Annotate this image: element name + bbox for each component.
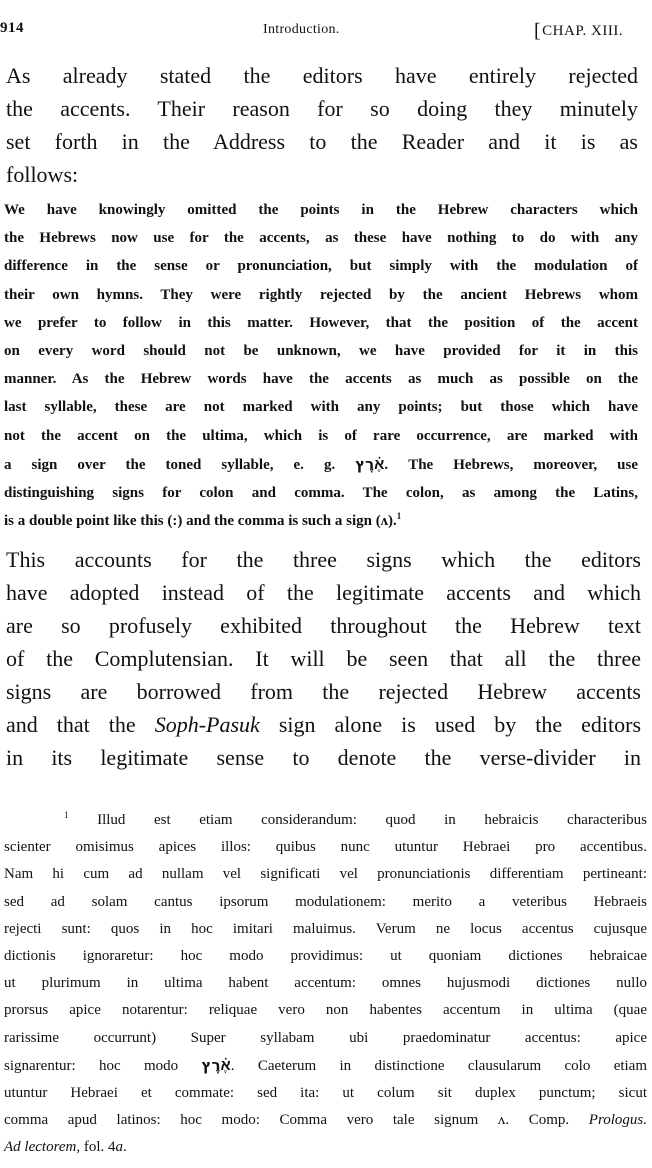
quote-line: their own hymns. They were rightly rejected by the ancient Hebrews whom	[4, 286, 638, 303]
page-header	[0, 20, 652, 44]
quote-text: is a double point like this (:) and the comma is such a sign (ᴧ).	[4, 513, 397, 530]
line-text: and that the	[6, 712, 136, 737]
footnote-text: Illud est etiam considerandum: quod in hebraicis characteribus	[97, 812, 647, 828]
block-quote-address-to-reader	[4, 196, 638, 535]
footnote-text: signarentur: hoc modo	[4, 1057, 179, 1074]
quote-text: a sign over the toned syllable, e. g.	[4, 456, 336, 473]
text-line: As already stated the editors have entirely rejected	[6, 63, 638, 88]
footnote-line: Nam hi cum ad nullam vel significati vel pronunciationis differentiam pertineant:	[4, 866, 647, 883]
text-line: set forth in the Address to the Reader and it is as	[6, 129, 638, 154]
text-line: signs are borrowed from the rejected Hebrew accents	[6, 679, 641, 704]
footnote-line	[4, 1107, 647, 1134]
paragraph-accents-rejected	[6, 59, 638, 191]
footnote-line: prorsus apice notarentur: reliquae vero non habentes accentum in ultima (quae	[4, 1002, 647, 1019]
text-line: are so profusely exhibited throughout the Hebrew text	[6, 613, 641, 638]
hebrew-example-word: אֶ֗רֶץ	[355, 454, 385, 473]
line-text: sign alone is used by the editors	[278, 712, 642, 737]
quote-line: We have knowingly omitted the points in the Hebrew characters which	[4, 202, 638, 218]
folio-letter: a	[115, 1139, 124, 1156]
quote-line: manner. As the Hebrew words have the accents as much as possible on the	[4, 371, 638, 388]
running-title: Introduction.	[263, 22, 340, 37]
footnote-line	[4, 1134, 647, 1161]
footnote-line: utuntur Hebraei et commate: sed ita: ut colum sit duplex punctum; sicut	[4, 1085, 647, 1102]
quote-line	[4, 450, 638, 479]
footnote-text: fol. 4	[83, 1139, 116, 1156]
chapter-bracket: [	[534, 20, 542, 42]
text-line: of the Complutensian. It will be seen that all the three	[6, 646, 641, 671]
text-line: This accounts for the three signs which the editors	[6, 547, 641, 572]
paragraph-three-signs	[6, 543, 641, 774]
footnote-line: dictionis ignoraretur: hoc modo providimus: ut quoniam dictiones hebraicae	[4, 948, 647, 965]
quote-line: on every word should not be unknown, we have provided for it in this	[4, 343, 638, 360]
text-line: the accents. Their reason for so doing they minutely	[6, 96, 638, 121]
footnote-line: ut plurimum in ultima habent accentum: omnes hujusmodi dictiones nullo	[4, 975, 647, 992]
quote-line: difference in the sense or pronunciation, but simply with the modulation of	[4, 258, 638, 275]
footnote	[4, 807, 647, 1162]
footnote-number: 1	[64, 810, 69, 820]
prologus-title: Prologus.	[588, 1112, 647, 1129]
footnote-line	[4, 807, 647, 834]
footnote-marker: 1	[396, 511, 402, 522]
quote-line: not the accent on the ultima, which is of rare occurrence, are marked with	[4, 427, 638, 444]
footnote-text: . Caeterum in distinctione clausularum colo etiam	[230, 1057, 648, 1074]
quote-text: . The Hebrews, moreover, use	[384, 456, 638, 473]
hebrew-example-word: אֶ֗רֶץ	[201, 1055, 231, 1074]
quote-line: last syllable, these are not marked with any points; but those which have	[4, 399, 638, 416]
quote-line: the Hebrews now use for the accents, as these have nothing to do with any	[4, 230, 638, 247]
page-number: 914	[0, 20, 24, 36]
footnote-line: rarissime occurrunt) Super syllabam ubi praedominatur accentus: apice	[4, 1029, 647, 1046]
quote-line: we prefer to follow in this matter. However, that the position of the accent	[4, 314, 638, 331]
text-line	[6, 708, 641, 741]
footnote-line: rejecti sunt: quos in hoc imitari maluimus. Verum ne locus accentus cujusque	[4, 920, 647, 937]
ad-lectorem-title: Ad lectorem,	[4, 1139, 81, 1156]
soph-pasuk-term: Soph-Pasuk	[154, 712, 260, 737]
text-line: in its legitimate sense to denote the verse-divider in	[6, 745, 641, 770]
chapter-reference	[534, 20, 623, 43]
footnote-line	[4, 1052, 647, 1080]
quote-line: distinguishing signs for colon and comma. The colon, as among the Latins,	[4, 485, 638, 502]
quote-line	[4, 507, 638, 535]
text-line: follows:	[6, 162, 79, 187]
footnote-line: sed ad solam cantus ipsorum modulationem: merito a veteribus Hebraeis	[4, 893, 647, 910]
text-line: have adopted instead of the legitimate accents and which	[6, 580, 641, 605]
footnote-text: comma apud latinos: hoc modo: Comma vero tale signum ᴧ. Comp.	[4, 1112, 570, 1129]
footnote-line: scienter omisimus apices illos: quibus nunc utuntur Hebraei pro accentibus.	[4, 839, 647, 856]
footnote-text: .	[123, 1139, 127, 1156]
chapter-label: CHAP. XIII.	[542, 23, 624, 39]
